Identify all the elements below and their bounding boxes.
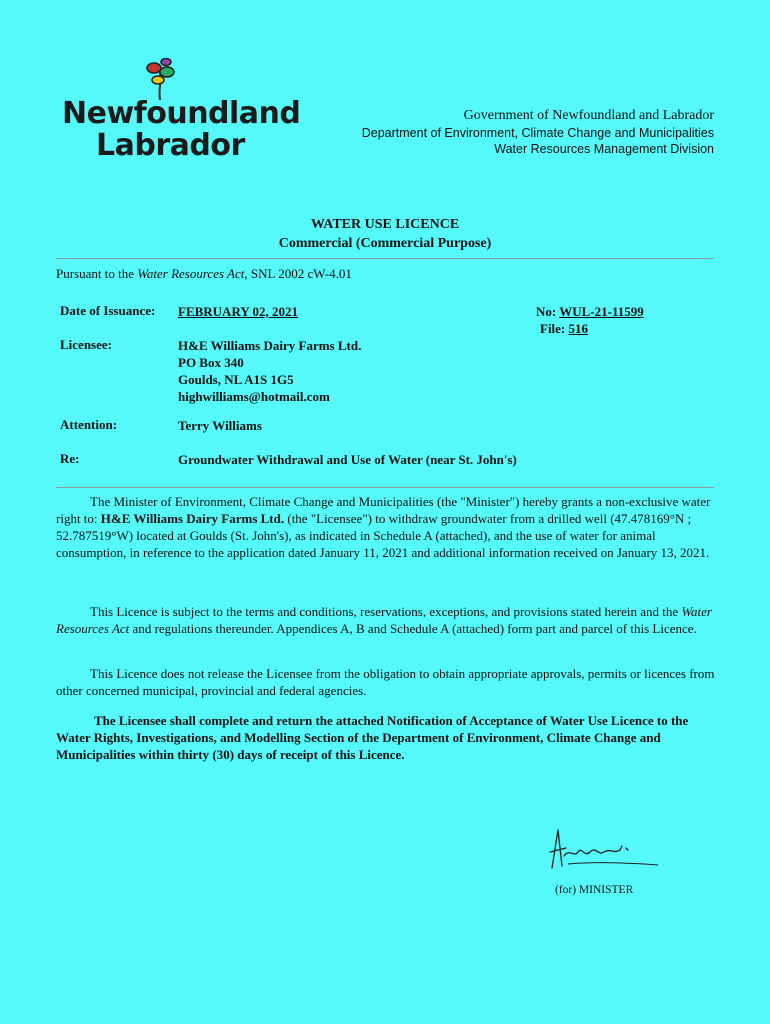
signatory-role: (for) MINISTER [555,884,634,896]
divider-bottom [56,487,714,488]
pursuant-line: Pursuant to the Water Resources Act, SNL 2002 cW-4.01 [56,266,352,281]
government-header [362,108,714,156]
division-name: Water Resources Management Division [494,142,714,156]
paragraph-terms: This Licence is subject to the terms and conditions, reservations, exceptions, and provisions stated herein and the Water Resources Act and regulations thereunder. Appendices A, B and Schedule A (attached) form part and parcel of this Licence. [56,604,712,636]
attention-value: Terry Williams [178,418,262,433]
department-name: Department of Environment, Climate Change and Municipalities [361,126,714,140]
paragraph-acceptance: The Licensee shall complete and return the attached Notification of Acceptance of Water Use Licence to the Water Rights, Investigations, and Modelling Section of the Department of Environment, Climate Change and Municipalities within thirty (30) days of receipt of this Licence. [56,713,689,762]
date-label: Date of Issuance: [60,303,156,318]
document-subtitle: Commercial (Commercial Purpose) [278,236,492,251]
re-label: Re: [60,451,80,466]
document-title-block [0,215,770,253]
licence-number: WUL-21-11599 [559,304,644,319]
licensee-city: Goulds, NL A1S 1G5 [178,372,294,387]
government-name: Government of Newfoundland and Labrador [463,108,714,123]
licensee-po-box: PO Box 340 [178,355,244,370]
licensee-name: H&E Williams Dairy Farms Ltd. [178,338,362,353]
licensee-address [178,337,361,405]
logo-newfoundland: Newfoundland [62,96,301,131]
licensee-email: highwilliams@hotmail.com [178,389,330,404]
licensee-label: Licensee: [60,337,112,352]
licence-reference: No: WUL-21-11599 File: 516 [536,304,644,336]
logo-labrador: Labrador [96,128,245,163]
date-value: FEBRUARY 02, 2021 [178,304,299,319]
minister-signature [548,818,663,878]
act-reference: Water Resources Act [137,266,245,281]
divider-top [56,258,714,259]
attention-label: Attention: [60,417,118,432]
re-value: Groundwater Withdrawal and Use of Water (near St. John's) [178,452,517,467]
document-title: WATER USE LICENCE [310,217,460,232]
government-logo [62,62,301,163]
paragraph-grant: The Minister of Environment, Climate Change and Municipalities (the "Minister") hereby grants a non-exclusive water right to: H&E Williams Dairy Farms Ltd. (the "Licensee") to withdraw groundwater from a drilled well (47.478169°N ; 52.787519°W) located at Goulds (St. John's), as indicated in Schedule A (attached), and the use of water for animal consumption, in reference to the application dated January 11, 2021 and additional information received on January 13, 2021. [56,494,711,560]
paragraph-obligations: This Licence does not release the Licensee from the obligation to obtain appropriate approvals, permits or licences from other concerned municipal, provincial and federal agencies. [56,666,715,698]
file-number: 516 [568,321,589,336]
